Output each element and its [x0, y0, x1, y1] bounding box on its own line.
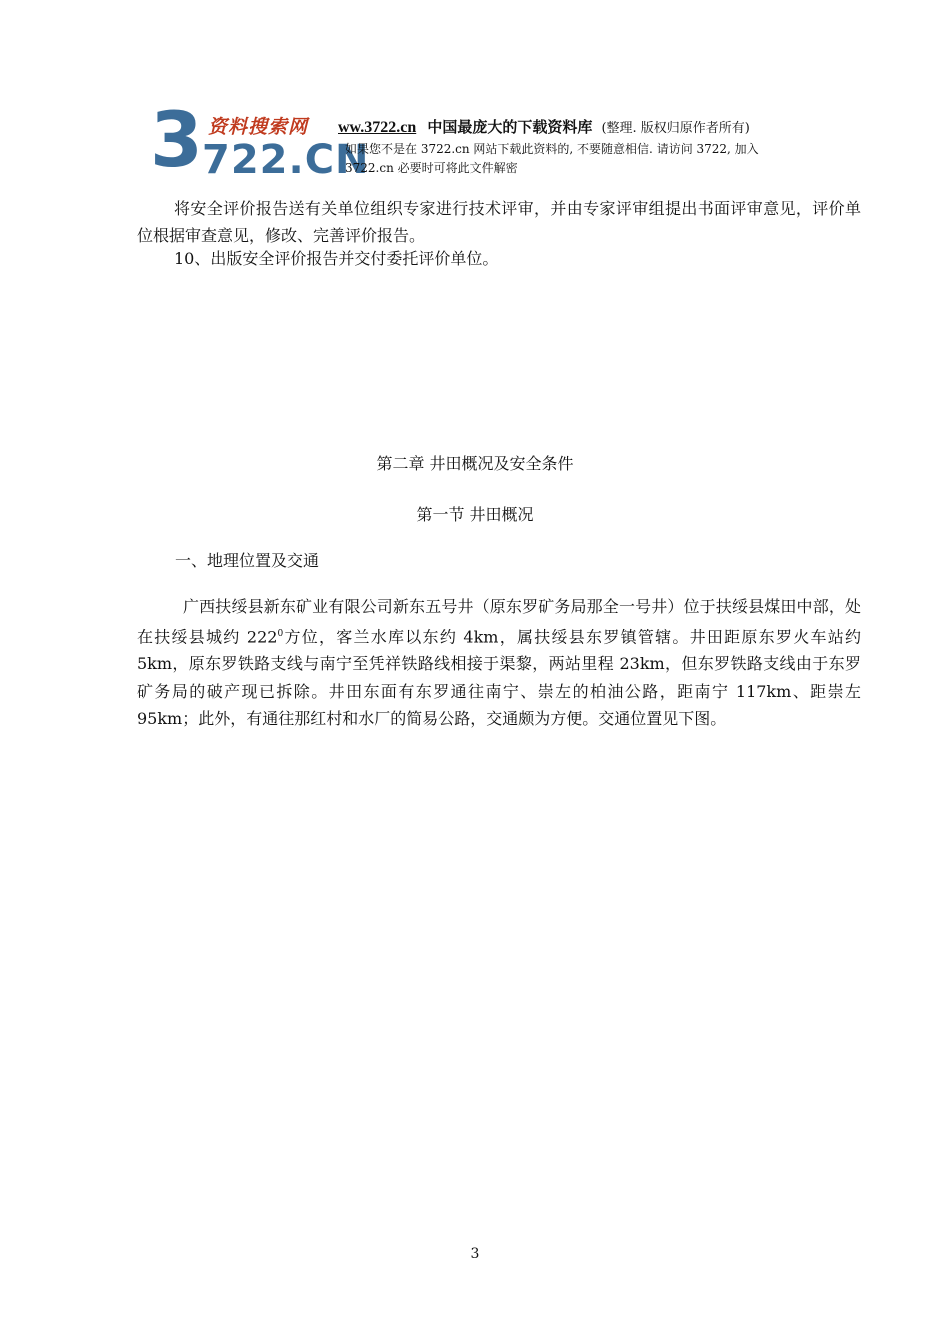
site-logo — [150, 95, 370, 188]
header-title: 中国最庞大的下载资料库 — [427, 118, 593, 136]
logo-domain: 722.CN — [202, 137, 370, 183]
paragraph-location — [137, 593, 861, 733]
degree-superscript: 0 — [277, 628, 284, 639]
logo-tagline: 资料搜索网 — [208, 116, 309, 138]
paragraph-step-10: 10、出版安全评价报告并交付委托评价单位。 — [174, 249, 499, 268]
page-number: 3 — [470, 1246, 480, 1262]
header-banner — [338, 116, 750, 137]
header-decrypt-line: 3722.cn 必要时可将此文件解密 — [345, 161, 518, 175]
logo-number: 3 — [150, 95, 203, 184]
paragraph-review: 将安全评价报告送有关单位组织专家进行技术评审，并由专家评审组提出书面评审意见，评价单位根据审查意见，修改、完善评价报告。 — [137, 199, 861, 245]
paragraph-location-part2: 方位，客兰水库以东约 4km，属扶绥县东罗镇管辖。井田距原东罗火车站约 5km，原东罗铁路支线与南宁至凭祥铁路线相接于渠黎，两站里程 23km，但东罗铁路支线由于东罗矿务局的破产现已拆除。井田东面有东罗通往南宁、崇左的柏油公路，距南宁 117km、距崇左 95km；此外，有通往那红村和水厂的简易公路，交通颇为方便。交通位置见下图。 — [137, 626, 861, 729]
header-notice-line: 如果您不是在 3722.cn 网站下载此资料的, 不要随意相信. 请访问 3722, 加入 — [345, 142, 759, 156]
chapter-title: 第二章 井田概况及安全条件 — [376, 454, 574, 473]
section-title: 第一节 井田概况 — [416, 505, 534, 524]
subheading-location-traffic: 一、地理位置及交通 — [175, 551, 320, 570]
header-copyright-note: (整理. 版权归原作者所有) — [601, 121, 750, 136]
header-url-link[interactable]: ww.3722.cn — [338, 119, 417, 136]
paragraph-location-part1: 广西扶绥县新东矿业有限公司新东五号井（原东罗矿务局那全一号井）位于扶绥县煤田中部，处在扶绥县城约 222 — [137, 597, 861, 646]
